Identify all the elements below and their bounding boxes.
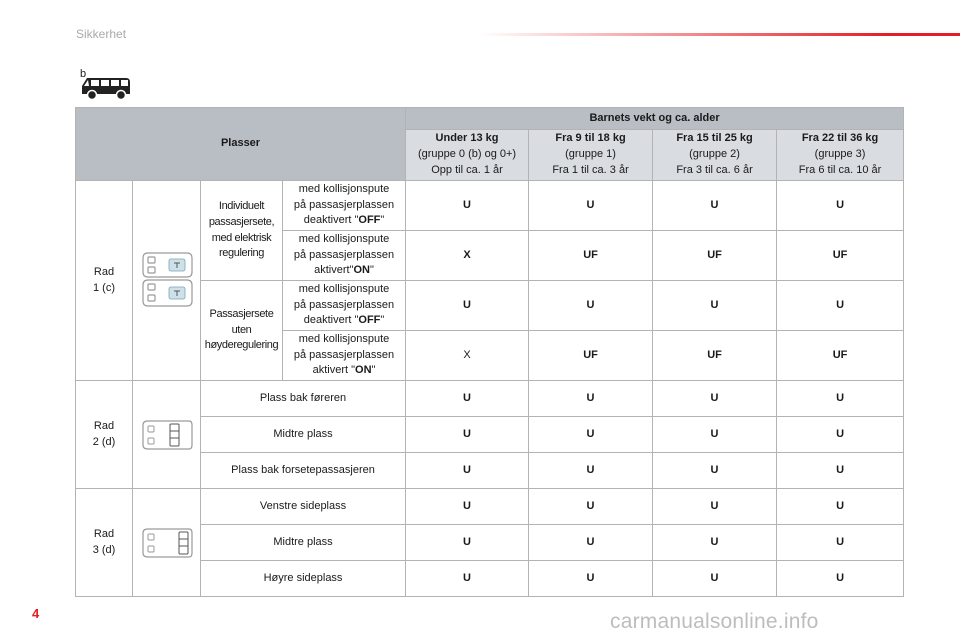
header-rule — [480, 33, 960, 36]
value-cell: U — [529, 281, 653, 331]
value-cell: UF — [777, 331, 904, 381]
airbag-off-cell: med kollisjonspute på passasjerplassen deaktivert "OFF" — [283, 181, 406, 231]
value-cell: U — [529, 181, 653, 231]
value-cell: U — [777, 381, 904, 417]
value-cell: U — [406, 453, 529, 489]
value-cell: U — [777, 525, 904, 561]
child-seat-table — [75, 107, 904, 597]
value-cell: U — [653, 525, 777, 561]
weight-col-2: Fra 15 til 25 kg (gruppe 2) Fra 3 til ca. 6 år — [653, 130, 777, 181]
value-cell: U — [777, 181, 904, 231]
page-number: 4 — [32, 606, 40, 621]
value-cell: U — [777, 561, 904, 597]
value-cell: U — [529, 453, 653, 489]
section-title: Sikkerhet — [76, 27, 127, 41]
airbag-on-cell: med kollisjonspute på passasjerplassen aktivert "ON" — [283, 331, 406, 381]
row3-label: Rad 3 (d) — [76, 489, 133, 597]
value-cell: U — [653, 381, 777, 417]
seats-header: Plasser — [76, 108, 406, 181]
value-cell: UF — [777, 231, 904, 281]
weight-age-header: Barnets vekt og ca. alder — [406, 108, 904, 130]
weight-col-1: Fra 9 til 18 kg (gruppe 1) Fra 1 til ca. 3 år — [529, 130, 653, 181]
value-cell: U — [653, 417, 777, 453]
value-cell: U — [777, 417, 904, 453]
value-cell: U — [529, 381, 653, 417]
airbag-on-cell: med kollisjonspute på passasjerplassen aktivert"ON" — [283, 231, 406, 281]
row2-position: Plass bak føreren — [201, 381, 406, 417]
value-cell: U — [406, 381, 529, 417]
front-seat-icon — [139, 250, 195, 312]
value-cell: U — [406, 281, 529, 331]
watermark: carmanualsonline.info — [610, 610, 819, 633]
row2-position: Plass bak forsetepassasjeren — [201, 453, 406, 489]
value-cell: U — [653, 281, 777, 331]
value-cell: U — [406, 561, 529, 597]
value-cell: U — [777, 489, 904, 525]
value-cell: U — [653, 181, 777, 231]
third-row-seat-icon — [139, 526, 195, 560]
value-cell: U — [653, 561, 777, 597]
weight-col-3: Fra 22 til 36 kg (gruppe 3) Fra 6 til ca. 10 år — [777, 130, 904, 181]
value-cell: U — [529, 417, 653, 453]
value-cell: U — [406, 525, 529, 561]
value-cell: U — [653, 489, 777, 525]
value-cell: U — [529, 525, 653, 561]
value-cell: UF — [653, 231, 777, 281]
second-row-seat-icon — [139, 418, 195, 452]
row2-seat-icon — [133, 381, 201, 489]
row2-position: Midtre plass — [201, 417, 406, 453]
icon-letter: b — [80, 68, 87, 80]
row2-label: Rad 2 (d) — [76, 381, 133, 489]
seat-type-electric: Individuelt passasjersete, med elektrisk regulering — [201, 181, 283, 281]
value-cell: U — [406, 181, 529, 231]
row1-label: Rad 1 (c) — [76, 181, 133, 381]
value-cell: U — [406, 417, 529, 453]
airbag-off-cell: med kollisjonspute på passasjerplassen deaktivert "OFF" — [283, 281, 406, 331]
value-cell: U — [529, 489, 653, 525]
value-cell: X — [406, 231, 529, 281]
row3-position: Midtre plass — [201, 525, 406, 561]
value-cell: UF — [529, 231, 653, 281]
seat-type-no-height: Passasjersete uten høyderegulering — [201, 281, 283, 381]
row3-position: Venstre sideplass — [201, 489, 406, 525]
row3-position: Høyre sideplass — [201, 561, 406, 597]
value-cell: U — [777, 453, 904, 489]
value-cell: UF — [529, 331, 653, 381]
value-cell: UF — [653, 331, 777, 381]
value-cell: U — [653, 453, 777, 489]
value-cell: X — [406, 331, 529, 381]
row1-seat-icons — [133, 181, 201, 381]
weight-col-0: Under 13 kg (gruppe 0 (b) og 0+) Opp til ca. 1 år — [406, 130, 529, 181]
value-cell: U — [529, 561, 653, 597]
van-icon — [78, 68, 132, 102]
row3-seat-icon — [133, 489, 201, 597]
value-cell: U — [406, 489, 529, 525]
value-cell: U — [777, 281, 904, 331]
